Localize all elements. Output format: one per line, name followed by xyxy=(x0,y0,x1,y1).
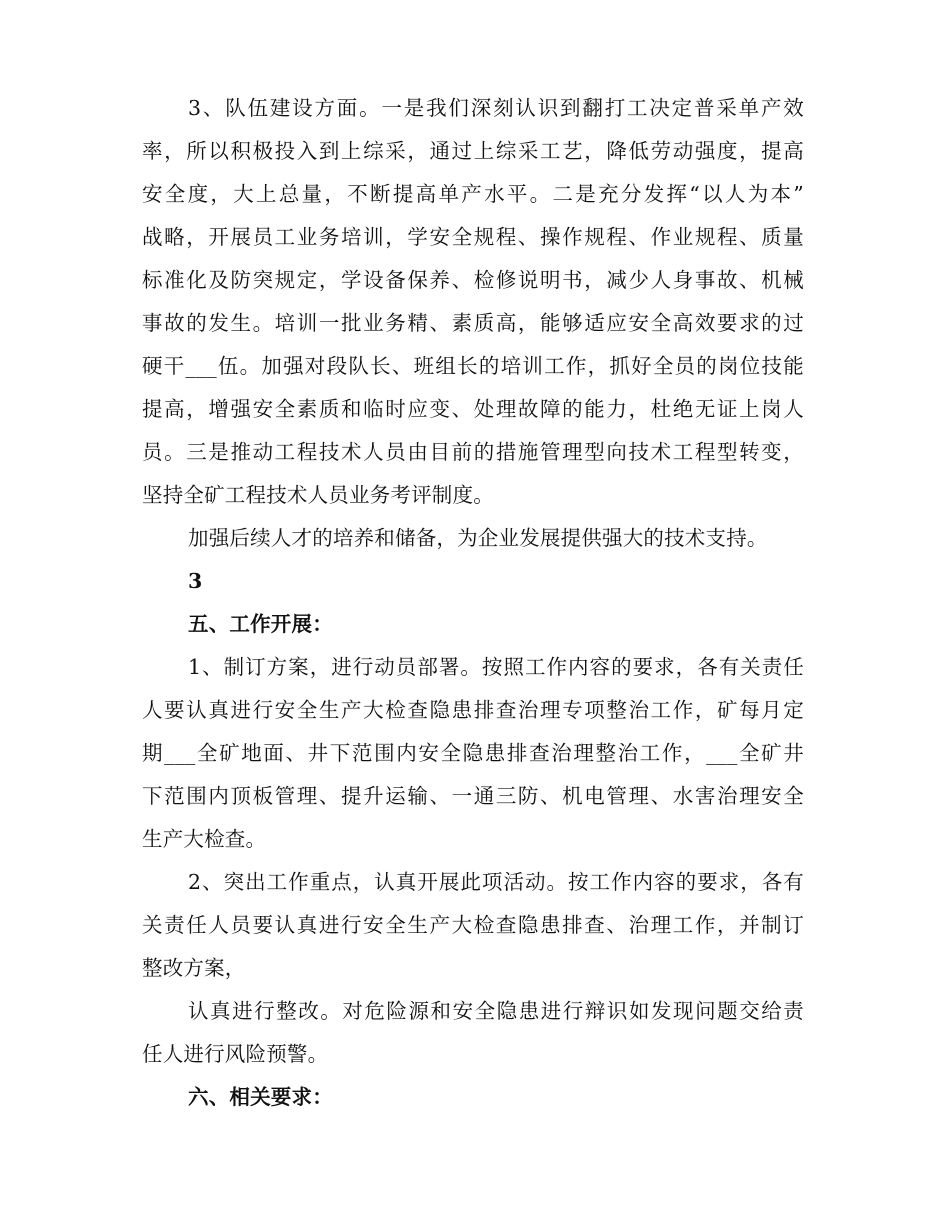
paragraph-line: 任人进行风险预警。 xyxy=(142,1042,329,1066)
paragraph-line: 关责任人员要认真进行安全生产大检查隐患排查、治理工作，并制订 xyxy=(142,913,804,937)
paragraph-line: 战略，开展员工业务培训，学安全规程、操作规程、作业规程、质量 xyxy=(142,225,804,249)
paragraph-line: 事故的发生。培训一批业务精、素质高，能够适应安全高效要求的过 xyxy=(142,311,804,335)
paragraph-line: 人要认真进行安全生产大检查隐患排查治理专项整治工作，矿每月定 xyxy=(142,698,804,722)
section-heading: 六、相关要求： xyxy=(188,1085,333,1109)
paragraph-line: 员。三是推动工程技术人员由目前的措施管理型向技术工程型转变， xyxy=(142,440,804,464)
paragraph-line: 2、突出工作重点，认真开展此项活动。按工作内容的要求，各有 xyxy=(188,870,804,894)
paragraph-line: 期___全矿地面、井下范围内安全隐患排查治理整治工作，___全矿井 xyxy=(142,741,804,765)
paragraph-line: 1、制订方案，进行动员部署。按照工作内容的要求，各有关责任 xyxy=(188,655,804,679)
paragraph-line: 3、队伍建设方面。一是我们深刻认识到翻打工决定普采单产效 xyxy=(188,96,804,120)
paragraph-line: 加强后续人才的培养和储备，为企业发展提供强大的技术支持。 xyxy=(188,526,768,550)
paragraph-line: 下范围内顶板管理、提升运输、一通三防、机电管理、水害治理安全 xyxy=(142,784,804,808)
paragraph-line: 认真进行整改。对危险源和安全隐患进行辩识如发现问题交给责 xyxy=(188,999,804,1023)
paragraph-line: 坚持全矿工程技术人员业务考评制度。 xyxy=(142,483,494,507)
page-number: 3 xyxy=(188,569,203,593)
paragraph-line: 率，所以积极投入到上综采，通过上综采工艺，降低劳动强度，提高 xyxy=(142,139,804,163)
section-heading: 五、工作开展： xyxy=(188,612,333,636)
paragraph-line: 标准化及防突规定，学设备保养、检修说明书，减少人身事故、机械 xyxy=(142,268,804,292)
paragraph-line: 整改方案， xyxy=(142,956,246,980)
paragraph-line: 生产大检查。 xyxy=(142,827,267,851)
paragraph-line: 安全度，大上总量，不断提高单产水平。二是充分发挥“以人为本” xyxy=(142,182,804,206)
paragraph-line: 硬干___伍。加强对段队长、班组长的培训工作，抓好全员的岗位技能 xyxy=(142,354,804,378)
paragraph-line: 提高，增强安全素质和临时应变、处理故障的能力，杜绝无证上岗人 xyxy=(142,397,804,421)
